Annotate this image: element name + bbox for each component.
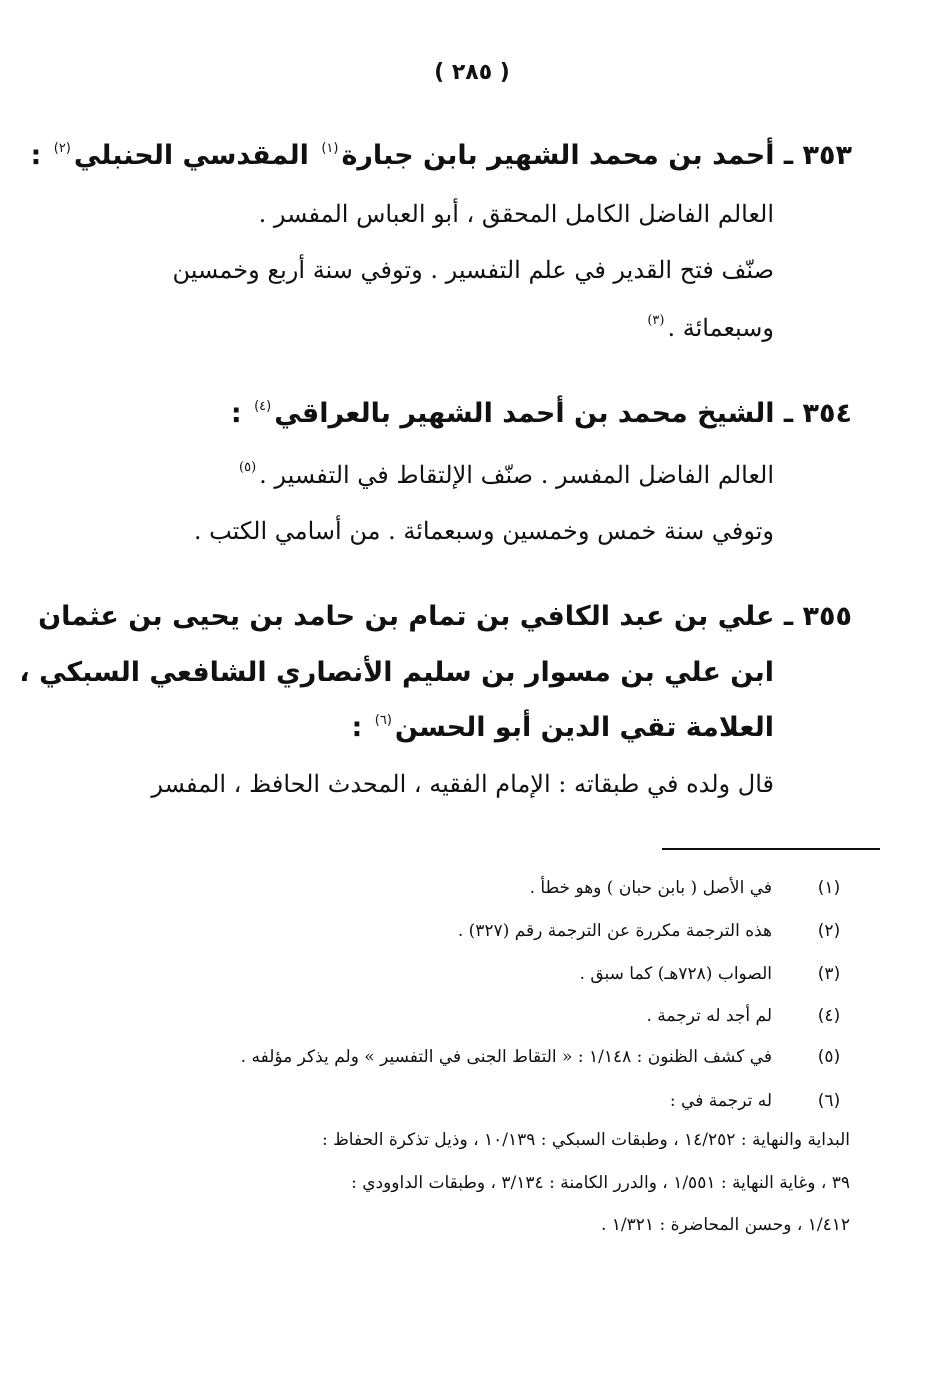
entry-body-line: وتوفي سنة خمس وخمسين وسبعمائة . من أسامي الكتب . <box>193 517 774 545</box>
entry-heading-colon: : <box>30 140 42 171</box>
footnote-number: (٢) <box>817 921 841 941</box>
entry-body-line: صنّف فتح القدير في علم التفسير . وتوفي سنة أربع وخمسين <box>172 256 774 284</box>
footnote-number: (١) <box>817 878 841 898</box>
footnote-separator <box>662 848 880 850</box>
footnote-continuation-line: ١/٤١٢ ، وحسن المحاضرة : ١/٣٢١ . <box>600 1215 850 1235</box>
footnote-text: هذه الترجمة مكررة عن الترجمة رقم (٣٢٧) . <box>457 921 772 941</box>
entry-heading-colon: : <box>230 398 242 429</box>
entry-heading <box>231 398 852 429</box>
footnote-ref: (٤) <box>254 399 272 414</box>
footnote-number: (٣) <box>817 964 841 984</box>
footnote-continuation-line: ٣٩ ، وغاية النهاية : ١/٥٥١ ، والدرر الكامنة : ٣/١٣٤ ، وطبقات الداوودي : <box>351 1173 850 1193</box>
entry-name-continued <box>352 712 774 743</box>
footnote-ref: (٥) <box>239 460 257 475</box>
page-number: ( ٢٨٥ ) <box>434 60 510 85</box>
entry-body-text: العالم الفاضل المفسر . صنّف الإلتقاط في التفسير . <box>259 461 774 489</box>
entry-name-text: العلامة تقي الدين أبو الحسن <box>394 712 774 743</box>
entry-body-line: قال ولده في طبقاته : الإمام الفقيه ، المحدث الحافظ ، المفسر <box>151 770 774 798</box>
entry-heading <box>31 140 852 171</box>
entry-heading <box>38 601 852 632</box>
footnote-number: (٥) <box>817 1047 841 1067</box>
footnote-ref: (١) <box>321 141 339 156</box>
entry-name: علي بن عبد الكافي بن تمام بن حامد بن يحيى بن عثمان <box>38 601 775 632</box>
footnote-ref: (٣) <box>647 313 665 328</box>
entry-number: ٣٥٣ ـ <box>783 140 852 171</box>
footnote-ref: (٢) <box>53 141 71 156</box>
footnote-text: في كشف الظنون : ١/١٤٨ : « التقاط الجنى في التفسير » ولم يذكر مؤلفه . <box>240 1047 772 1067</box>
footnote-number: (٤) <box>817 1006 841 1026</box>
entry-number: ٣٥٥ ـ <box>783 601 852 632</box>
footnote-text: الصواب (٧٢٨هـ) كما سبق . <box>579 964 772 984</box>
footnote-text: له ترجمة في : <box>669 1091 772 1111</box>
entry-body-line <box>236 460 774 489</box>
entry-name: أحمد بن محمد الشهير بابن جبارة <box>341 140 775 171</box>
entry-body-line <box>644 313 774 342</box>
entry-name-continued: المقدسي الحنبلي <box>73 140 309 171</box>
entry-body-text: وسبعمائة . <box>667 314 774 342</box>
entry-body-line: العالم الفاضل الكامل المحقق ، أبو العباس المفسر . <box>258 200 774 228</box>
footnote-ref: (٦) <box>374 713 392 728</box>
entry-name: الشيخ محمد بن أحمد الشهير بالعراقي <box>274 398 775 429</box>
entry-number: ٣٥٤ ـ <box>783 398 852 429</box>
footnote-text: في الأصل ( بابن حبان ) وهو خطأ . <box>529 878 772 898</box>
footnote-text: لم أجد له ترجمة . <box>646 1006 772 1026</box>
entry-name-continued: ابن علي بن مسوار بن سليم الأنصاري الشافعي السبكي ، <box>19 657 774 688</box>
footnote-number: (٦) <box>817 1091 841 1111</box>
entry-heading-colon: : <box>351 712 363 743</box>
footnote-continuation-line: البداية والنهاية : ١٤/٢٥٢ ، وطبقات السبكي : ١٠/١٣٩ ، وذيل تذكرة الحفاظ : <box>321 1130 850 1150</box>
